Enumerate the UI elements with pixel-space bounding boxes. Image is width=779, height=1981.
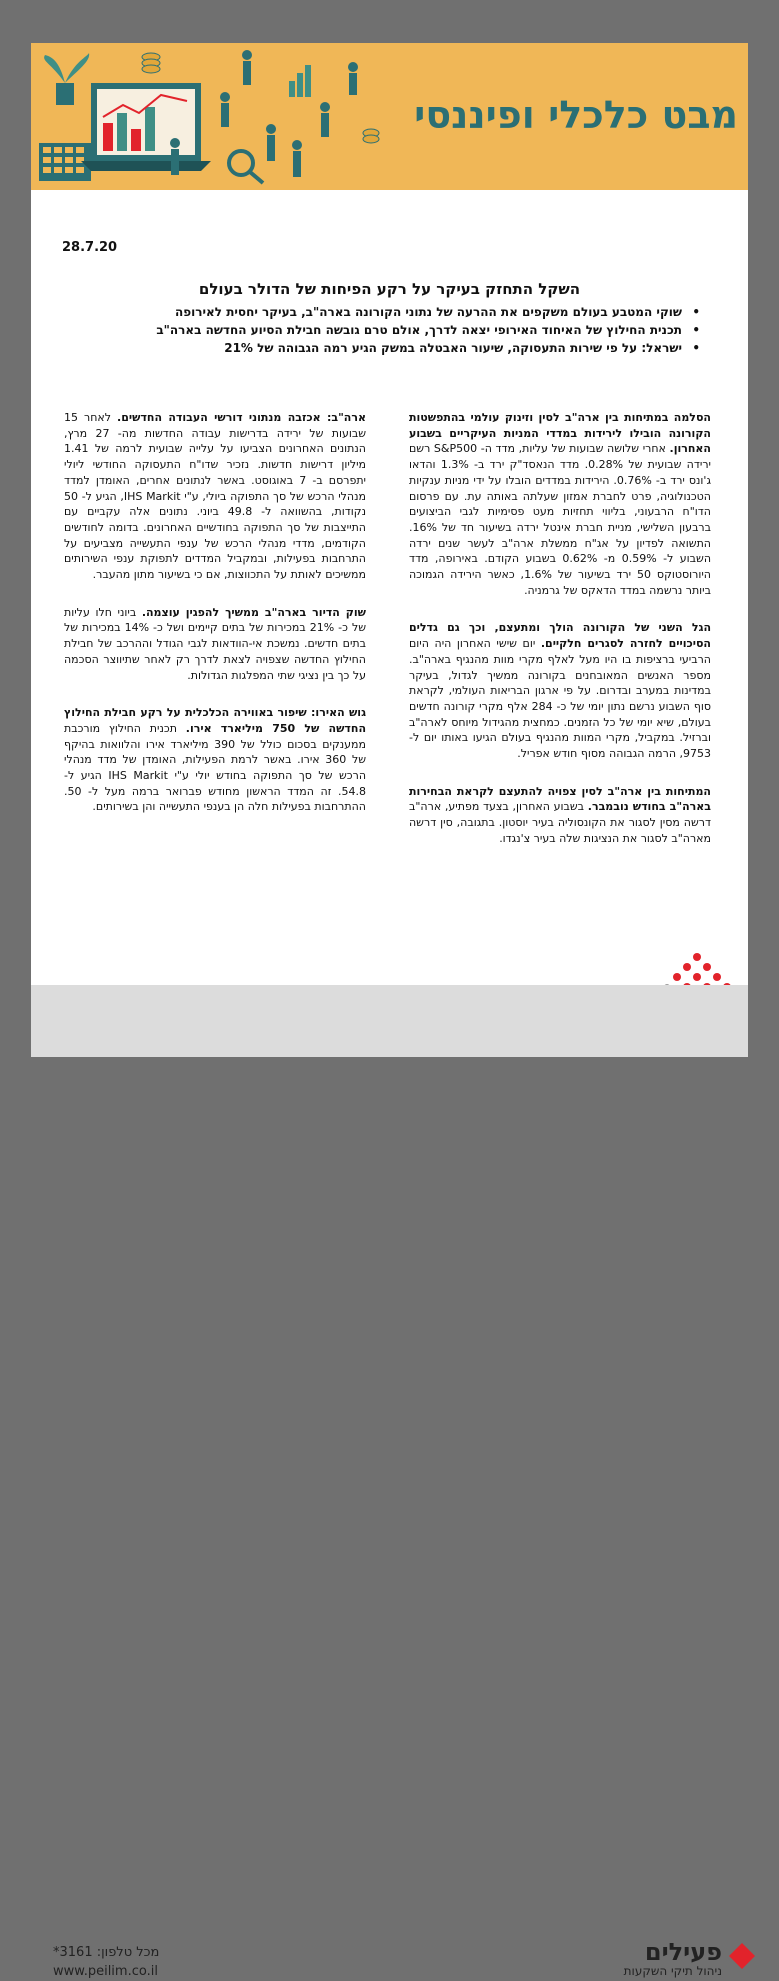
contact-info [53,1943,159,1981]
right-column [409,410,711,869]
paragraph-lead: הסלמה במתיחות בין ארה"ב לסין וזינוק עולמי בהתפשטות הקורונה הובילו לירידות במדדי המניות העיקריים בשבוע האחרון. [409,411,711,456]
article-paragraph [64,410,366,583]
logo-tagline: ניהול תיקי השקעות [623,1964,722,1978]
summary-bullet: • ישראל: על פי שירות התעסוקה, שיעור האבטלה במשק הגיע רמה הגבוהה של 21% [60,339,700,357]
paragraph-body: אחרי שלושה שבועות של עליות, מדד ה- S&P500 רשם ירידה שבועית של 0.28%. מדד הנאסד"ק ירד ב- 1.3% והדאו ג'ונס ירד ב- 0.76%. הירידות במדדים הובלו על ידי מניות ענקיות הטכנולוגיה, פרט לחברת אמזון שעלתה באותה עת. עם פרסום הדו"ח הרבעוני, בליווי תחזיות מעט פסימיות לגבי הביצועים ברבעון השלישי, מניית חברת אינטל ירדה בשיעור חד של 16%. התשואה לפדיון על אג"ח ממשלת ארה"ב לעשר שנים ירדה השבוע ל- 0.59% מ- 0.62% בשבוע הקודם. באירופה, מדד היורוסטוקס 50 ירד בשיעור של 1.6%, כאשר הירידה הגמוכה ביותר נרשמה במדד הדאקס של גרמניה. [409,442,711,597]
phone-text: מכל טלפון: 3161* [53,1945,160,1960]
header-banner [31,43,748,190]
paragraph-body: לאחר 15 שבועות של ירידה בדרישות עבודה החדשות מה- 27 מרץ, הנתונים האחרונים הצביעו על עלייה שבועית לרמה של 1.41 מיליון דרישות חדשות. נזכיר שדו"ח התעסוקה החודשי ליולי יתפרסם ב- 7 באוגוסט. באשר לנתונים אחרים, האומדן למדד מנהלי הרכש של סך התפוקה ביולי, ע"י IHS Markit, הגיע ל- 50 נקודות, בהשוואה ל- 49.8 ביוני. נתונים אלה עקביים עם התייצבות של סך התפוקה בחודשיים האחרונים. בדומה לחודשים הקודמים, מדדי מנהלי הרכש של ענפי התעשייה מצביעים על התרחבות בפעילות, ובמקביל המדדים לתפוקת ענפי השירותים ממשיכים לאותת על התכווצות, אם כי בשיעור מתון מהעבר. [64,411,367,582]
paragraph-lead: שוק הדיור בארה"ב ממשיך להפגין עוצמה. [141,605,366,619]
summary-bullet: • תכנית החילוץ של האיחוד האירופי יצאה לדרך, אולם טרם גובשה חבילת הסיוע החדשה בארה"ב [60,321,700,339]
article-paragraph [64,705,366,815]
paragraph-body: יום שישי האחרון היה היום הרביעי ברציפות בו היו מעל לאלף מקרי מוות מהנגיף בארה"ב. מספר האנשים המאובחנים בקורונה ממשיך לגדול, בעיקר במדינות במערב ובדרום. על פי ארגון הבריאות העולמי, לקראת סוף השבוע נרשם נתון יומי של כ- 284 אלף מקרי קורונה חדשים בעולם, שיא יומי של כל הזמנים. כמחצית מהגידול מיוחס לארה"ב וברזיל. במקביל, מקרי המוות מהנגיף בעולם הגיעו באותו יום ל- 9753, הרמה הגבוהה מסוף חודש אפריל. [409,637,711,761]
article-paragraph [409,620,711,761]
article-paragraph [64,605,366,684]
summary-bullet: • שוקי המטבע בעולם משקפים את ההרעה של נתוני הקורונה בארה"ב, בעיקר יחסית לאירופה [60,303,700,321]
paragraph-lead: גוש האירו: שיפור באווירה הכלכלית על רקע חבילת החילוץ החדשה של 750 מיליארד אירו. [64,706,366,735]
diamond-logo-icon [728,1942,756,1970]
paragraph-lead: המתיחות בין ארה"ב לסין צפויה להתעצם לקראת הבחירות בארה"ב בחודש נובמבר. [409,784,711,814]
banner-title: מבט כלכלי ופיננסי [414,93,738,137]
document-page [31,43,748,1979]
company-logo [624,1938,722,1978]
summary-bullets [60,303,700,357]
finance-illustration [31,43,391,190]
paragraph-body: תכנית החילוץ מורכבת ממענקים בסכום כולל של 390 מיליארד אירו והלוואות בהיקף של 360 אירו. באשר לרמת הפעילות, האומדן של מדד מנהלי הרכש של סך התפוקה בחודש יולי ע"י IHS Markit הגיע ל- 54.8. זה המדד הראשון מחודש פברואר ברמה מעל ל- 50. ההתרחבות בפעילות חלה הן בענפי התעשייה והן בשירותים. [64,721,367,814]
article-paragraph [409,784,711,847]
report-date: 28.7.20 [62,240,118,255]
logo-name: פעילים [644,1938,722,1966]
article-paragraph [409,410,711,598]
paragraph-body: ביוני חלו עליות של כ- 21% במכירות של בתים קיימים ושל כ- 14% במכירות של בתים חדשים. נמשכת אי-הוודאות לגבי הגודל וההרכב של חבילת החילוץ החדשה שצפויה לצאת לדרך רק לאחר שתיווצר הסכמה על כך בין נציגי שתי המפלגות הגדולות. [64,605,366,682]
website-link[interactable]: www.peilim.co.il [53,1964,158,1979]
paragraph-lead: ארה"ב: אכזבה מנתוני דורשי העבודה החדשים. [117,411,366,424]
paragraph-body: בשבוע האחרון, בצעד מפתיע, ארה"ב דרשה מסין לסגור את הקונסוליה בעיר יוסטון. בתגובה, סין דרשה מארה"ב לסגור את הנציגות שלה בעיר צ'נגדו. [409,800,711,845]
left-column [64,410,366,837]
footer-bar [31,985,748,1979]
paragraph-lead: הגל השני של הקורונה הולך ומתעצם, וכך גם גדלים הסיכויים לחזרה לסגרים חלקיים. [409,621,711,651]
page-headline: השקל התחזק בעיקר על רקע הפיחות של הדולר בעולם [198,280,581,298]
